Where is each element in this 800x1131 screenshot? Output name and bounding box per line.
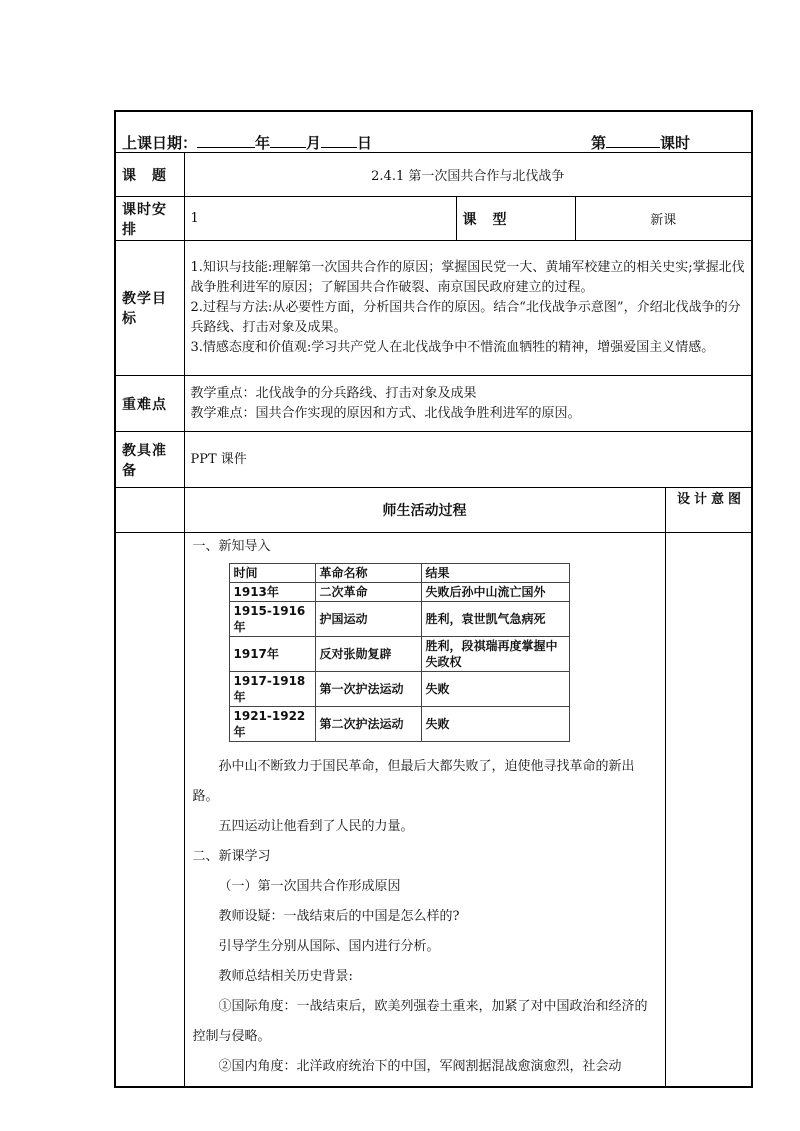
table-cell: 反对张勋复辟 bbox=[315, 637, 421, 672]
topic-label: 课 题 bbox=[115, 153, 184, 197]
table-cell: 胜利，段祺瑞再度掌握中失政权 bbox=[421, 637, 569, 672]
table-row bbox=[229, 583, 569, 602]
table-header-row bbox=[229, 564, 569, 583]
month-label: 月 bbox=[306, 134, 322, 152]
section-subtitle: （一）第一次国共合作形成原因 bbox=[218, 879, 401, 894]
period-line bbox=[591, 132, 690, 153]
date-label: 上课日期： bbox=[122, 134, 198, 152]
column-header: 革命名称 bbox=[315, 564, 421, 583]
lesson-type-value: 新课 bbox=[575, 197, 752, 241]
schedule-row bbox=[115, 197, 752, 241]
lesson-line: 引导学生分别从国际、国内进行分析。 bbox=[218, 939, 440, 954]
objective-item: 1.知识与技能:理解第一次国共合作的原因；掌握国民党一大、黄埔军校建立的相关史实;掌握北伐战争胜利进军的原因；了解国共合作破裂、南京国民政府建立的过程。 bbox=[190, 260, 745, 295]
design-intent-cell bbox=[665, 533, 752, 1088]
paragraph: 孙中山不断致力于国民革命，但最后大都失败了，迫使他寻找革命的新出路。 bbox=[192, 759, 635, 804]
date-row bbox=[115, 111, 752, 153]
table-cell: 胜利，袁世凯气急病死 bbox=[421, 602, 569, 637]
table-row bbox=[229, 602, 569, 637]
year-blank bbox=[197, 133, 255, 148]
key-points-label: 重难点 bbox=[115, 376, 184, 432]
schedule-label: 课时安排 bbox=[115, 197, 184, 241]
day-label: 日 bbox=[357, 134, 373, 152]
objectives-label: 教学目标 bbox=[115, 241, 184, 376]
month-blank bbox=[270, 133, 306, 148]
objectives-content bbox=[184, 241, 752, 376]
objective-item: 2.过程与方法:从必要性方面，分析国共合作的原因。结合“北伐战争示意图”，介绍北伐战争的分兵路线、打击对象及成果。 bbox=[190, 300, 741, 335]
table-cell: 1917-1918年 bbox=[229, 672, 315, 707]
intro-title: 一、新知导入 bbox=[192, 539, 271, 554]
date-line bbox=[122, 132, 372, 153]
teaching-difficulty: 教学难点：国共合作实现的原因和方式、北伐战争胜利进军的原因。 bbox=[190, 405, 581, 421]
table-cell: 二次革命 bbox=[315, 583, 421, 602]
lesson-line: 教师总结相关历史背景: bbox=[218, 969, 353, 984]
table-cell: 护国运动 bbox=[315, 602, 421, 637]
process-body-row bbox=[115, 533, 752, 1088]
lesson-line: ①国际角度：一战结束后，欧美列强卷土重来，加紧了对中国政治和经济的控制与侵略。 bbox=[192, 999, 648, 1044]
materials-row bbox=[115, 432, 752, 488]
table-cell: 失败 bbox=[421, 707, 569, 742]
lesson-plan-table bbox=[114, 110, 753, 1088]
key-points-row bbox=[115, 376, 752, 432]
key-points-content bbox=[184, 376, 752, 432]
topic-row bbox=[115, 153, 752, 197]
table-cell: 第二次护法运动 bbox=[315, 707, 421, 742]
table-row bbox=[229, 672, 569, 707]
materials-label: 教具准备 bbox=[115, 432, 184, 488]
lesson-line: ②国内角度：北洋政府统治下的中国，军阀割据混战愈演愈烈，社会动 bbox=[218, 1059, 622, 1074]
period-blank bbox=[606, 133, 660, 148]
process-heading: 师生活动过程 bbox=[184, 488, 665, 533]
teaching-focus: 教学重点：北伐战争的分兵路线、打击对象及成果 bbox=[190, 385, 477, 401]
schedule-value: 1 bbox=[184, 197, 456, 241]
day-blank bbox=[321, 133, 357, 148]
table-cell: 失败 bbox=[421, 672, 569, 707]
lesson-line: 教师设疑：一战结束后的中国是怎么样的? bbox=[218, 909, 460, 924]
table-cell: 1921-1922年 bbox=[229, 707, 315, 742]
new-lesson-title: 二、新课学习 bbox=[192, 849, 271, 864]
materials-value: PPT 课件 bbox=[184, 432, 752, 488]
design-intent-heading: 设计意图 bbox=[665, 488, 752, 533]
period-prefix: 第 bbox=[591, 134, 607, 152]
table-row bbox=[229, 637, 569, 672]
column-header: 时间 bbox=[229, 564, 315, 583]
table-cell: 失败后孙中山流亡国外 bbox=[421, 583, 569, 602]
table-cell: 1915-1916年 bbox=[229, 602, 315, 637]
table-cell: 第一次护法运动 bbox=[315, 672, 421, 707]
year-label: 年 bbox=[255, 134, 271, 152]
table-cell: 1913年 bbox=[229, 583, 315, 602]
process-header-row bbox=[115, 488, 752, 533]
table-cell: 1917年 bbox=[229, 637, 315, 672]
column-header: 结果 bbox=[421, 564, 569, 583]
objectives-row bbox=[115, 241, 752, 376]
table-row bbox=[229, 707, 569, 742]
lesson-plan-page bbox=[114, 110, 751, 1088]
paragraph: 五四运动让他看到了人民的力量。 bbox=[218, 819, 414, 834]
process-content bbox=[184, 533, 665, 1088]
revolution-table bbox=[229, 563, 570, 742]
lesson-type-label: 课 型 bbox=[456, 197, 575, 241]
topic-value: 2.4.1 第一次国共合作与北伐战争 bbox=[184, 153, 752, 197]
objective-item: 3.情感态度和价值观:学习共产党人在北伐战争中不惜流血牺牲的精神，增强爱国主义情感。 bbox=[190, 340, 715, 355]
period-suffix: 课时 bbox=[660, 134, 691, 152]
